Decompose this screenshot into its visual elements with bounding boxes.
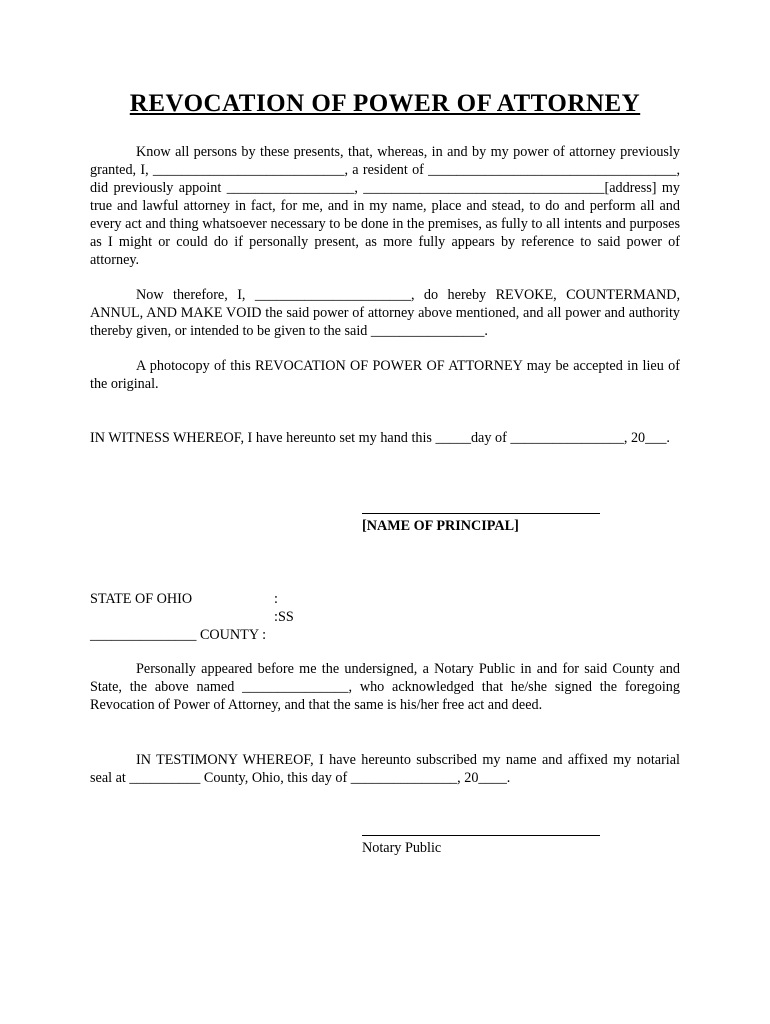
venue-state: STATE OF OHIO	[90, 591, 193, 607]
principal-signature-line	[362, 513, 600, 514]
notary-public-label: Notary Public	[362, 840, 442, 856]
recital-paragraph: Know all persons by these presents, that, whereas, in and by my power of attorney previously granted, I, ___________________________, a resident of ___________________________________, did previously appoint __________________, __________________________________[address] my true and lawful attorney in fact, for me, and in my name, place and stead, to do and perform all and every act and thing whatsoever necessary to be done in the premises, as fully to all intents and purposes as I might or could do if personally present, as more fully appears by reference to said power of attorney.	[90, 144, 680, 268]
notary-signature-line	[362, 835, 600, 836]
notary-testimony-paragraph: IN TESTIMONY WHEREOF, I have hereunto subscribed my name and affixed my notarial seal at __________ County, Ohio, this day of _______________, 20____.	[90, 752, 680, 786]
photocopy-paragraph: A photocopy of this REVOCATION OF POWER OF ATTORNEY may be accepted in lieu of the original.	[90, 358, 680, 392]
notary-acknowledgment-paragraph: Personally appeared before me the undersigned, a Notary Public in and for said County and State, the above named _______________, who acknowledged that he/she signed the foregoing Revocation of Power of Attorney, and that the same is his/her free act and deed.	[90, 661, 680, 713]
document-title: REVOCATION OF POWER OF ATTORNEY	[129, 90, 641, 117]
principal-name-label: [NAME OF PRINCIPAL]	[362, 518, 519, 534]
venue-colon: :	[274, 591, 278, 607]
witness-clause: IN WITNESS WHEREOF, I have hereunto set my hand this _____day of ________________, 20___.	[90, 430, 670, 446]
venue-ss: :SS	[274, 609, 294, 625]
venue-county: _______________ COUNTY :	[90, 627, 267, 643]
revocation-paragraph: Now therefore, I, ______________________, do hereby REVOKE, COUNTERMAND, ANNUL, AND MAKE VOID the said power of attorney above mentioned, and all power and authority thereby given, or intended to be given to the said ________________.	[90, 287, 680, 339]
